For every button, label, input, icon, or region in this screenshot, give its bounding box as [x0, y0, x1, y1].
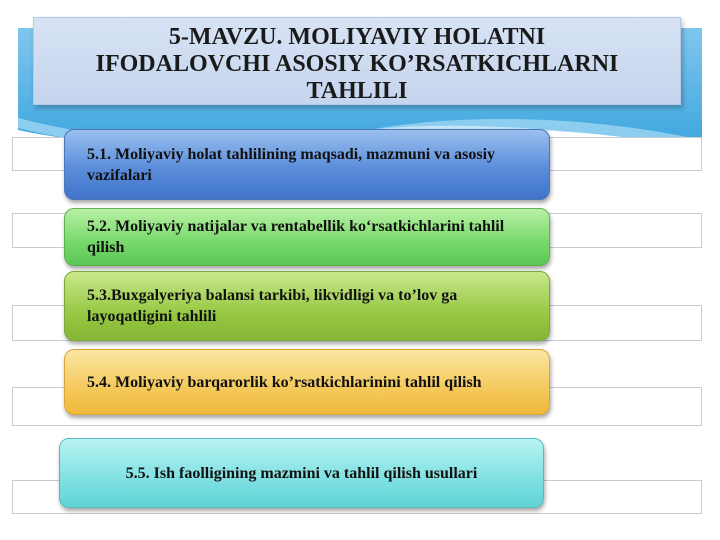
topic-card-5-1	[64, 129, 550, 200]
topic-text-5-4: 5.4. Moliyaviy barqarorlik ko’rsatkichlarinini tahlil qilish	[87, 373, 482, 391]
topic-text-5-5: 5.5. Ish faolligining mazmini va tahlil qilish usullari	[125, 464, 478, 482]
title-line-3: TAHLILI	[306, 78, 408, 104]
topic-text-5-2: 5.2. Moliyaviy natijalar va rentabellik ko‘rsatkichlarini tahlil qilish	[87, 218, 505, 256]
topic-text-5-3: 5.3.Buxgalyeriya balansi tarkibi, likvidligi va to’lov ga layoqatligini tahlili	[87, 287, 458, 325]
topic-card-5-4	[64, 349, 550, 415]
topic-card-5-5	[59, 438, 544, 508]
topic-text-5-1: 5.1. Moliyaviy holat tahlilining maqsadi, mazmuni va asosiy vazifalari	[87, 145, 496, 184]
topic-card-5-2	[64, 208, 550, 266]
topic-card-5-3	[64, 271, 550, 341]
title-line-1: 5-MAVZU. MOLIYAVIY HOLATNI	[168, 24, 546, 50]
title-line-2: IFODALOVCHI ASOSIY KO’RSATKICHLARNI	[95, 51, 619, 77]
slide-title	[33, 17, 681, 105]
